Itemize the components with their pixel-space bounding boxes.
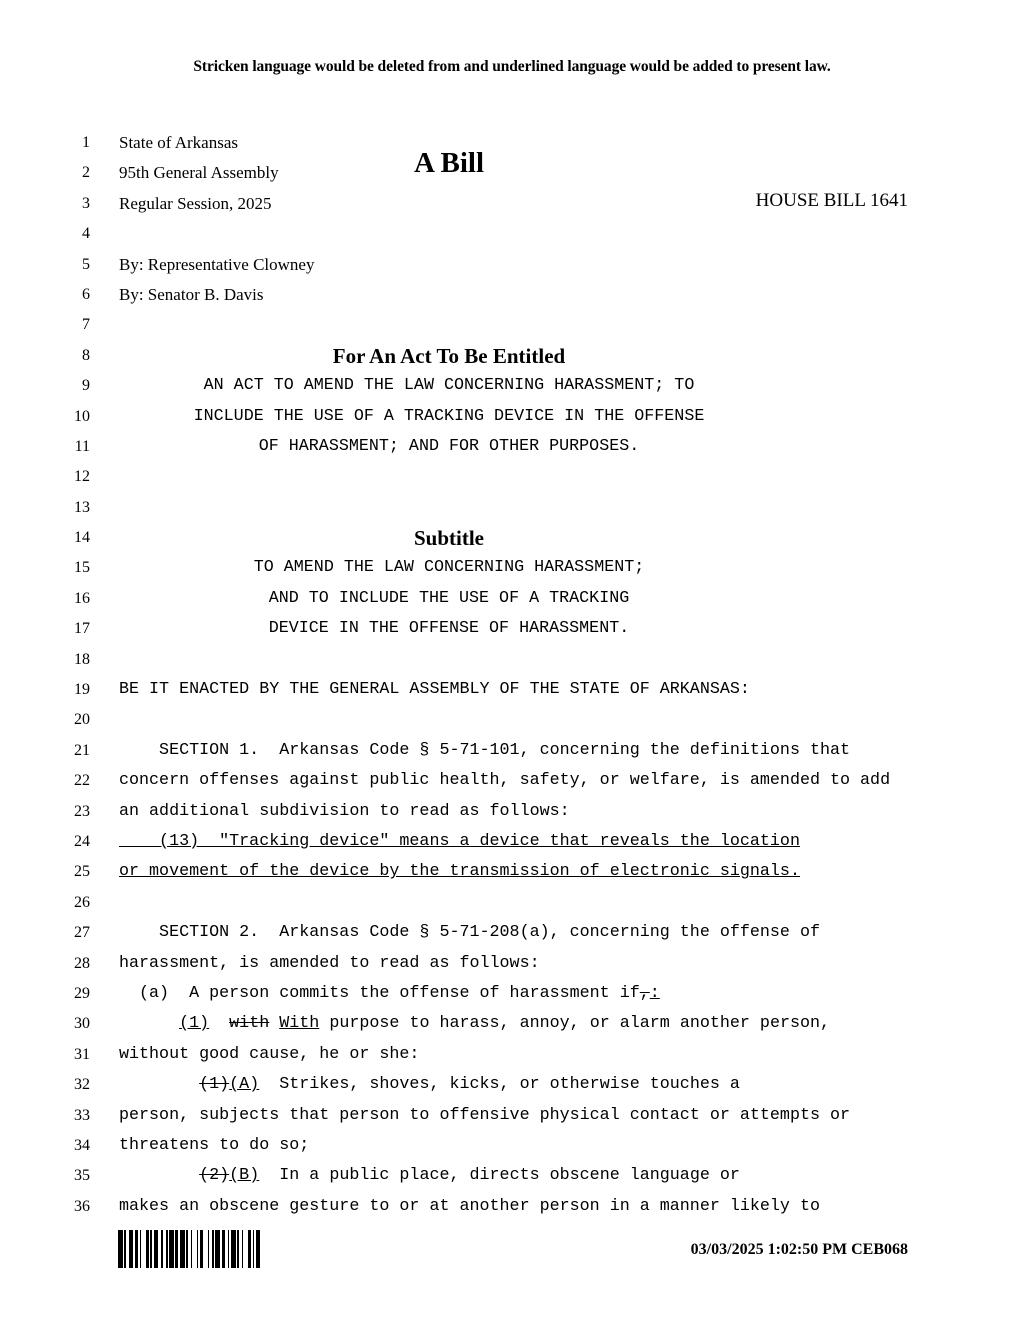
line-number: 10	[74, 407, 90, 425]
subdivision-a-line: threatens to do so;	[119, 1135, 310, 1155]
deleted-text: ,	[639, 983, 650, 1003]
line-number: 27	[74, 924, 90, 942]
stricken-underlined-notice: Stricken language would be deleted from and underlined language would be added to present law.	[193, 58, 831, 75]
line-number: 25	[74, 863, 90, 881]
line-number: 34	[74, 1136, 90, 1154]
subtitle-heading: Subtitle	[413, 526, 484, 551]
line-number: 24	[74, 832, 90, 850]
deleted-text: with	[229, 1014, 270, 1034]
act-title-line: INCLUDE THE USE OF A TRACKING DEVICE IN THE OFFENSE	[193, 406, 705, 426]
line-number: 15	[74, 559, 90, 577]
plain-text: (a) A person commits the offense of harassment if	[119, 983, 640, 1003]
document-line	[0, 675, 1024, 705]
line-number: 13	[74, 498, 90, 516]
subdivision-b-line	[119, 1161, 964, 1191]
line-number: 9	[82, 377, 90, 395]
line-number: 18	[74, 650, 90, 668]
document-line	[0, 250, 1024, 280]
line-number: 28	[74, 954, 90, 972]
line-number: 3	[82, 194, 90, 212]
document-line	[0, 949, 1024, 979]
line-number: 31	[74, 1045, 90, 1063]
document-line	[0, 1040, 1024, 1070]
document-line	[0, 219, 1024, 249]
section-2-text: SECTION 2. Arkansas Code § 5-71-208(a), concerning the offense of	[119, 923, 820, 943]
document-line	[0, 493, 1024, 523]
subdivision-a-line: person, subjects that person to offensive physical contact or attempts or	[119, 1105, 851, 1125]
document-line-grid	[0, 128, 1024, 1222]
enacting-clause: BE IT ENACTED BY THE GENERAL ASSEMBLY OF THE STATE OF ARKANSAS:	[119, 680, 750, 700]
for-an-act-heading: For An Act To Be Entitled	[332, 343, 566, 368]
plain-text: Strikes, shoves, kicks, or otherwise touches a	[259, 1075, 740, 1095]
state-label: State of Arkansas	[119, 133, 238, 152]
document-line	[0, 766, 1024, 796]
line-number: 8	[82, 346, 90, 364]
subdivision-a-line	[119, 1070, 964, 1100]
gap-space	[269, 1014, 279, 1033]
line-number: 30	[74, 1015, 90, 1033]
line-number: 14	[74, 529, 90, 547]
indent-space	[119, 1014, 179, 1033]
deleted-text: (1)	[199, 1075, 230, 1095]
added-text: :	[649, 983, 660, 1003]
subtitle-line: AND TO INCLUDE THE USE OF A TRACKING	[268, 588, 630, 608]
document-line	[0, 523, 1024, 553]
subtitle-line: TO AMEND THE LAW CONCERNING HARASSMENT;	[253, 558, 645, 578]
senate-sponsor: By: Senator B. Davis	[119, 284, 264, 304]
document-line	[0, 979, 1024, 1009]
line-number: 29	[74, 984, 90, 1002]
line-number: 20	[74, 711, 90, 729]
act-title-line: OF HARASSMENT; AND FOR OTHER PURPOSES.	[258, 436, 640, 456]
line-number: 7	[82, 316, 90, 334]
line-number: 22	[74, 772, 90, 790]
line-number: 1	[82, 134, 90, 151]
line-number: 26	[74, 893, 90, 911]
added-text-line	[119, 827, 964, 857]
document-line	[0, 827, 1024, 857]
document-line	[0, 584, 1024, 614]
barcode	[118, 1230, 263, 1268]
document-line	[0, 1070, 1024, 1100]
document-line	[0, 888, 1024, 918]
subtitle-line: DEVICE IN THE OFFENSE OF HARASSMENT.	[268, 619, 630, 639]
document-line	[0, 371, 1024, 401]
subsection-a-line	[119, 979, 964, 1009]
section-2-text: harassment, is amended to read as follows:	[119, 953, 540, 973]
line-number: 32	[74, 1076, 90, 1094]
line-number: 17	[74, 620, 90, 638]
section-1-text: concern offenses against public health, safety, or welfare, is amended to add	[119, 771, 891, 791]
line-number: 23	[74, 802, 90, 820]
barcode-bar	[260, 1230, 263, 1268]
footer-timestamp: 03/03/2025 1:02:50 PM CEB068	[690, 1241, 908, 1258]
document-line	[0, 341, 1024, 371]
indent-space	[119, 1166, 199, 1185]
line-number: 4	[82, 225, 90, 243]
added-text: (1)	[179, 1014, 210, 1034]
document-line	[0, 918, 1024, 948]
session-label: Regular Session, 2025	[119, 193, 272, 213]
line-number: 21	[74, 741, 90, 759]
line-number: 19	[74, 681, 90, 699]
line-number: 5	[82, 255, 90, 273]
line-number: 33	[74, 1106, 90, 1124]
a-bill-heading: A Bill	[413, 147, 485, 179]
line-number: 36	[74, 1197, 90, 1215]
house-sponsor: By: Representative Clowney	[119, 254, 315, 274]
subdivision-b-line: makes an obscene gesture to or at another person in a manner likely to	[119, 1196, 820, 1216]
line-number: 11	[74, 437, 90, 455]
document-line	[0, 310, 1024, 340]
document-line	[0, 645, 1024, 675]
added-text: (B)	[229, 1166, 260, 1186]
line-number: 35	[74, 1167, 90, 1185]
added-text: or movement of the device by the transmission of electronic signals.	[119, 862, 800, 882]
subdivision-1-line: without good cause, he or she:	[119, 1044, 420, 1064]
plain-text: purpose to harass, annoy, or alarm another person,	[319, 1014, 831, 1034]
document-line	[0, 402, 1024, 432]
document-line	[0, 280, 1024, 310]
document-line	[0, 432, 1024, 462]
act-title-line: AN ACT TO AMEND THE LAW CONCERNING HARASSMENT; TO	[203, 376, 695, 396]
document-line	[0, 462, 1024, 492]
document-line	[0, 797, 1024, 827]
deleted-text: (2)	[199, 1166, 230, 1186]
gap-space	[209, 1014, 229, 1033]
section-1-text: an additional subdivision to read as follows:	[119, 801, 570, 821]
document-line	[0, 553, 1024, 583]
document-line	[0, 1101, 1024, 1131]
section-1-text: SECTION 1. Arkansas Code § 5-71-101, concerning the definitions that	[119, 740, 851, 760]
line-number: 6	[82, 285, 90, 303]
general-assembly-label: 95th General Assembly	[119, 163, 279, 183]
document-line	[0, 1161, 1024, 1191]
line-number: 12	[74, 468, 90, 486]
added-text: (13) "Tracking device" means a device that reveals the location	[119, 831, 800, 851]
indent-space	[119, 1075, 199, 1094]
line-number: 16	[74, 589, 90, 607]
document-line	[0, 614, 1024, 644]
document-line	[0, 1192, 1024, 1222]
plain-text: In a public place, directs obscene language or	[259, 1166, 740, 1186]
added-text: (A)	[229, 1075, 260, 1095]
document-line	[0, 1131, 1024, 1161]
bill-number: HOUSE BILL 1641	[755, 190, 908, 211]
document-line	[0, 736, 1024, 766]
line-number: 2	[82, 164, 90, 182]
document-line	[0, 1009, 1024, 1039]
added-text: With	[279, 1014, 320, 1034]
subdivision-1-line	[119, 1009, 964, 1039]
added-text-line	[119, 857, 964, 887]
document-line	[0, 705, 1024, 735]
document-line	[0, 857, 1024, 887]
